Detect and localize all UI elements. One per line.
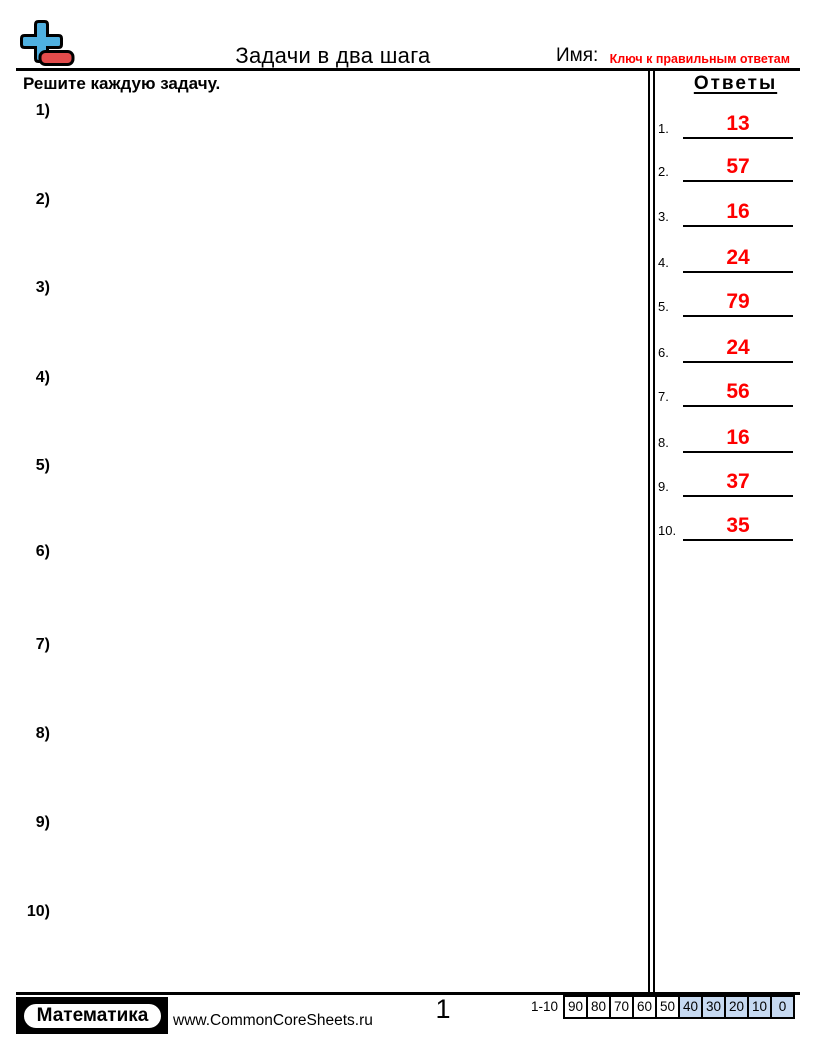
answer-value: 24 [726, 336, 750, 359]
answer-blank-line [683, 180, 793, 182]
answer-index: 10. [658, 523, 677, 538]
subject-badge [16, 997, 168, 1034]
grade-cell: 40 [678, 995, 703, 1019]
page-number: 1 [435, 994, 451, 1024]
page-title: Задачи в два шага [235, 43, 431, 68]
grade-cell: 70 [609, 995, 634, 1019]
answer-value: 16 [726, 200, 750, 223]
problem-number-8: 8) [35, 725, 50, 742]
problem-number-10: 10) [26, 903, 50, 920]
answer-index: 4. [658, 255, 669, 270]
answer-value: 79 [726, 290, 750, 313]
grade-cell: 60 [632, 995, 657, 1019]
problem-number-7: 7) [35, 636, 50, 653]
grade-table-range-label: 1-10 [530, 999, 558, 1014]
answer-index: 6. [658, 345, 669, 360]
header-rule [16, 68, 800, 71]
answer-blank-line [683, 495, 793, 497]
name-label: Имя: [556, 45, 599, 66]
answer-value: 13 [726, 112, 750, 135]
grade-cell: 50 [655, 995, 680, 1019]
problem-number-4: 4) [35, 369, 50, 386]
problem-number-9: 9) [35, 814, 50, 831]
grade-cell: 0 [770, 995, 795, 1019]
grade-cell: 30 [701, 995, 726, 1019]
problem-number-5: 5) [35, 457, 50, 474]
answer-index: 2. [658, 164, 669, 179]
answers-heading: Ответы [693, 73, 778, 94]
answer-blank-line [683, 539, 793, 541]
answer-row-9 [650, 469, 796, 497]
answer-index: 3. [658, 209, 669, 224]
answer-key-label: Ключ к правильным ответам [609, 52, 790, 66]
answer-row-6 [650, 335, 796, 363]
answer-index: 8. [658, 435, 669, 450]
answer-index: 7. [658, 389, 669, 404]
answer-row-7 [650, 379, 796, 407]
problem-number-2: 2) [35, 191, 50, 208]
website-url: www.CommonCoreSheets.ru [173, 1012, 373, 1029]
grade-cell: 10 [747, 995, 772, 1019]
answer-value: 35 [726, 514, 750, 537]
answer-value: 57 [726, 155, 750, 178]
answer-blank-line [683, 405, 793, 407]
grade-cell: 20 [724, 995, 749, 1019]
answer-blank-line [683, 225, 793, 227]
answer-row-1 [650, 111, 796, 139]
grade-cell: 90 [563, 995, 588, 1019]
answer-value: 16 [726, 426, 750, 449]
answer-index: 5. [658, 299, 669, 314]
answer-blank-line [683, 137, 793, 139]
instruction-text: Решите каждую задачу. [23, 74, 221, 93]
problem-number-1: 1) [35, 102, 50, 119]
answer-blank-line [683, 315, 793, 317]
answer-row-4 [650, 245, 796, 273]
grade-table [563, 995, 795, 1019]
problem-number-3: 3) [35, 279, 50, 296]
grade-cell: 80 [586, 995, 611, 1019]
answer-index: 9. [658, 479, 669, 494]
subject-badge-label: Математика [21, 1001, 164, 1031]
answer-row-10 [650, 513, 796, 541]
answer-row-5 [650, 289, 796, 317]
answer-blank-line [683, 271, 793, 273]
answer-blank-line [683, 361, 793, 363]
answer-value: 24 [726, 246, 750, 269]
problem-number-6: 6) [35, 543, 50, 560]
answer-blank-line [683, 451, 793, 453]
answer-value: 56 [726, 380, 750, 403]
answer-row-8 [650, 425, 796, 453]
answer-row-2 [650, 154, 796, 182]
answer-index: 1. [658, 121, 669, 136]
answer-value: 37 [726, 470, 750, 493]
answer-row-3 [650, 199, 796, 227]
